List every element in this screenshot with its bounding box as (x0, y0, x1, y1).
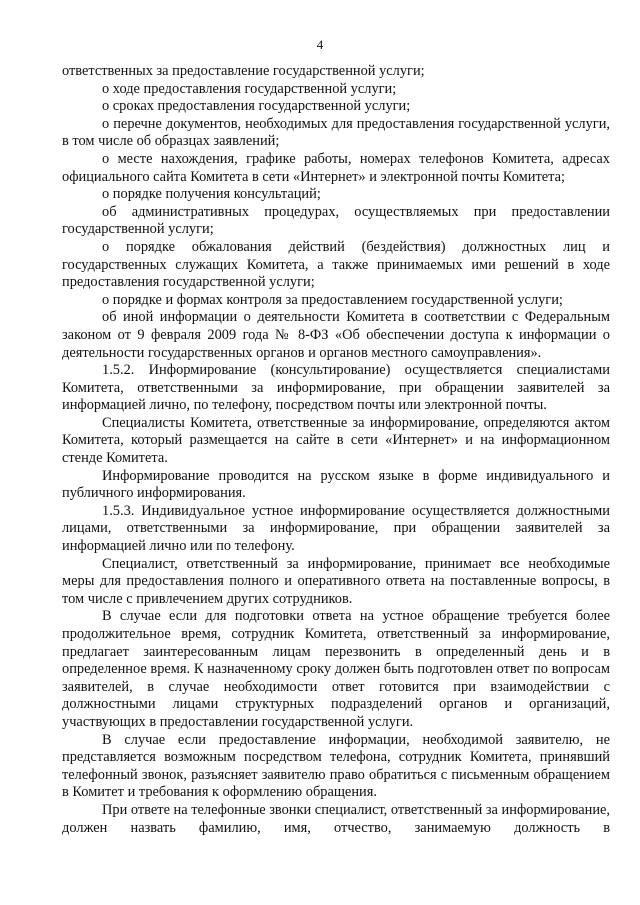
paragraph: об административных процедурах, осуществляемых при предоставлении государственной услуги; (62, 203, 610, 238)
paragraph: В случае если для подготовки ответа на устное обращение требуется более продолжительное время, сотрудник Комитета, ответственный за информирование, предлагает заинтересованным лицам перезвонить в определенный день и в определенное время. К назначенному сроку должен быть подготовлен ответ по вопросам заявителей, в случае необходимости ответ готовится при взаимодействии с должностными лицами структурных подразделений органов и организаций, участвующих в предоставлении государственной услуги. (62, 608, 610, 730)
paragraph: о месте нахождения, графике работы, номерах телефонов Комитета, адресах официального сайта Комитета в сети «Интернет» и электронной почты Комитета; (62, 150, 610, 185)
paragraph: Специалисты Комитета, ответственные за информирование, определяются актом Комитета, который размещается на сайте в сети «Интернет» и на информационном стенде Комитета. (62, 414, 610, 467)
paragraph: об иной информации о деятельности Комитета в соответствии с Федеральным законом от 9 февраля 2009 года № 8-ФЗ «Об обеспечении доступа к информации о деятельности государственных органов и органов местного самоуправления». (62, 309, 610, 361)
paragraph: Информирование проводится на русском языке в форме индивидуального и публичного информирования. (62, 467, 610, 502)
paragraph: При ответе на телефонные звонки специалист, ответственный за информирование, должен назвать фамилию, имя, отчество, занимаемую должность в (62, 801, 611, 836)
paragraph: В случае если предоставление информации, необходимой заявителю, не представляется возможным посредством телефона, сотрудник Комитета, принявший телефонный звонок, разъясняет заявителю право обратиться с письменным обращением в Комитет и требования к оформлению обращения. (62, 731, 610, 801)
paragraph: о порядке обжалования действий (бездействия) должностных лиц и государственных служащих Комитета, а также принимаемых ими решений в ходе предоставления государственной услуги; (62, 238, 610, 291)
document-body (62, 63, 610, 837)
paragraph: о сроках предоставления государственной услуги; (102, 98, 411, 115)
paragraph: о перечне документов, необходимых для предоставления государственной услуги, в том числе об образцах заявлений; (62, 115, 610, 150)
paragraph: о ходе предоставления государственной услуги; (102, 80, 397, 97)
paragraph: 1.5.2. Информирование (консультирование) осуществляется специалистами Комитета, ответственными за информирование, при обращении заявителей за информацией лично, по телефону, посредством почты или электронной почты. (62, 362, 610, 414)
paragraph: о порядке получения консультаций; (102, 186, 321, 203)
paragraph: о порядке и формах контроля за предоставлением государственной услуги; (102, 291, 563, 308)
page-number: 4 (316, 37, 324, 52)
paragraph: 1.5.3. Индивидуальное устное информирование осуществляется должностными лицами, ответственными за информирование, при обращении заявителей за информацией лично или по телефону. (62, 502, 610, 555)
paragraph: Специалист, ответственный за информирование, принимает все необходимые меры для предоставления полного и оперативного ответа на поставленные вопросы, в том числе с привлечением других сотрудников. (62, 555, 610, 607)
paragraph: ответственных за предоставление государственной услуги; (62, 63, 425, 79)
